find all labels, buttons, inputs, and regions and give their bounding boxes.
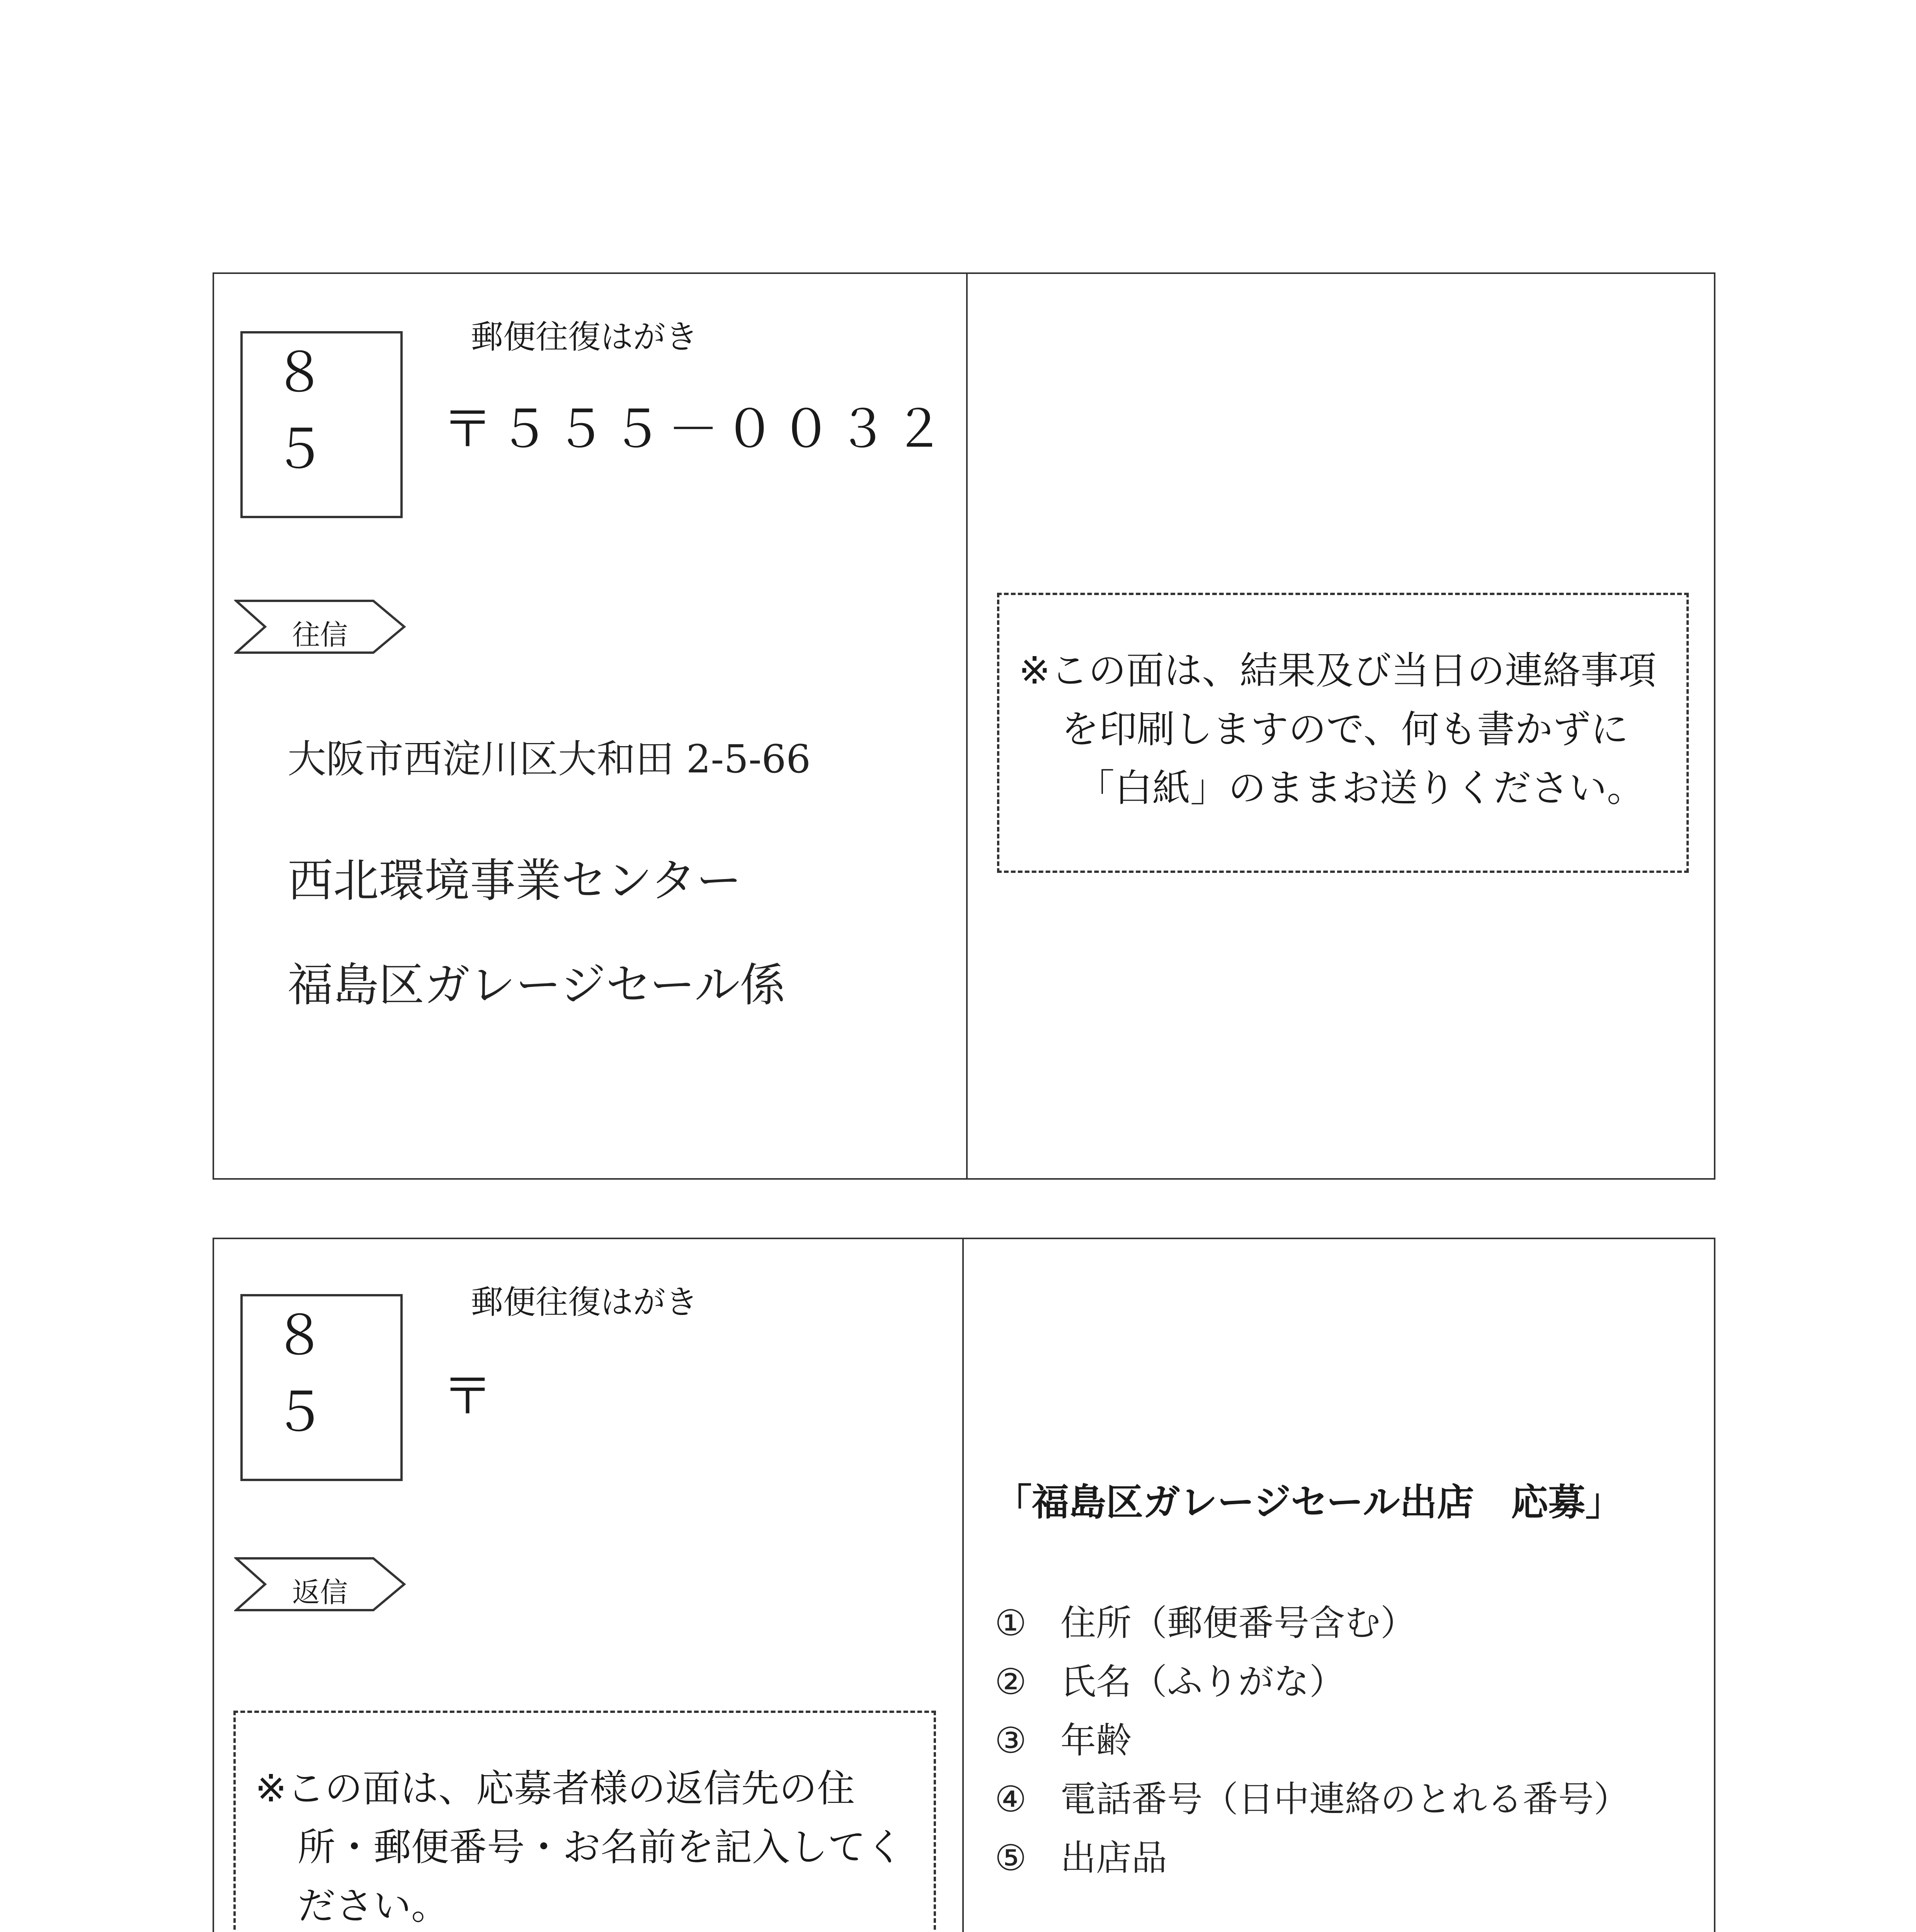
reply-address-notice-box xyxy=(233,1711,936,1932)
outgoing-postcard xyxy=(213,272,1715,1180)
item-text: 出店品 xyxy=(1060,1837,1167,1879)
application-title: 「福島区ガレージセール出店 応募」 xyxy=(995,1481,1623,1524)
list-item xyxy=(995,1653,1629,1712)
notice-line: ※この面は、結果及び当日の連絡事項 xyxy=(1019,649,1657,693)
item-text: 電話番号（日中連絡のとれる番号） xyxy=(1060,1779,1630,1820)
list-item xyxy=(995,1595,1629,1653)
stamp-value: ８５ xyxy=(273,342,342,480)
stamp-box xyxy=(240,1294,403,1481)
notice-line: 「白紙」のままお送りください。 xyxy=(1077,766,1645,810)
tag-label: 返信 xyxy=(292,1576,348,1609)
stamp-box xyxy=(240,331,403,518)
recipient-address: 大阪市西淀川区大和田 2-5-66 xyxy=(288,736,811,782)
item-number: ① xyxy=(995,1602,1027,1644)
item-text: 年齢 xyxy=(1060,1720,1132,1761)
item-number: ⑤ xyxy=(995,1837,1027,1879)
item-number: ② xyxy=(995,1661,1027,1702)
reply-tag xyxy=(234,1555,412,1613)
notice-line: ※この面は、応募者様の返信先の住 xyxy=(255,1767,855,1811)
item-number: ③ xyxy=(995,1720,1027,1761)
outgoing-tag xyxy=(234,598,412,656)
postal-code: 〒５５５－００３２ xyxy=(442,400,950,459)
card-fold-divider xyxy=(962,1239,964,1932)
item-text: 氏名（ふりがな） xyxy=(1060,1661,1345,1702)
stamp-value: ８５ xyxy=(273,1304,342,1443)
recipient-department: 福島区ガレージセール係 xyxy=(288,958,786,1012)
item-number: ④ xyxy=(995,1779,1027,1820)
card-fold-divider xyxy=(966,274,968,1178)
card-header: 郵便往復はがき xyxy=(471,1283,698,1321)
notice-line: を印刷しますので、何も書かずに xyxy=(1061,707,1629,752)
notice-line: 所・郵便番号・お名前を記入してく xyxy=(298,1825,904,1869)
notice-line: ださい。 xyxy=(298,1884,449,1928)
blank-notice-box xyxy=(997,593,1689,873)
recipient-office: 西北環境事業センター xyxy=(288,854,742,907)
list-item xyxy=(995,1830,1629,1888)
tag-label: 往信 xyxy=(292,619,348,651)
reply-postcard xyxy=(213,1238,1715,1932)
application-items-list xyxy=(995,1595,1629,1888)
list-item xyxy=(995,1771,1629,1830)
postal-code: 〒 xyxy=(442,1367,499,1426)
item-text: 住所（郵便番号含む） xyxy=(1060,1602,1416,1644)
card-header: 郵便往復はがき xyxy=(471,318,698,356)
list-item xyxy=(995,1712,1629,1771)
